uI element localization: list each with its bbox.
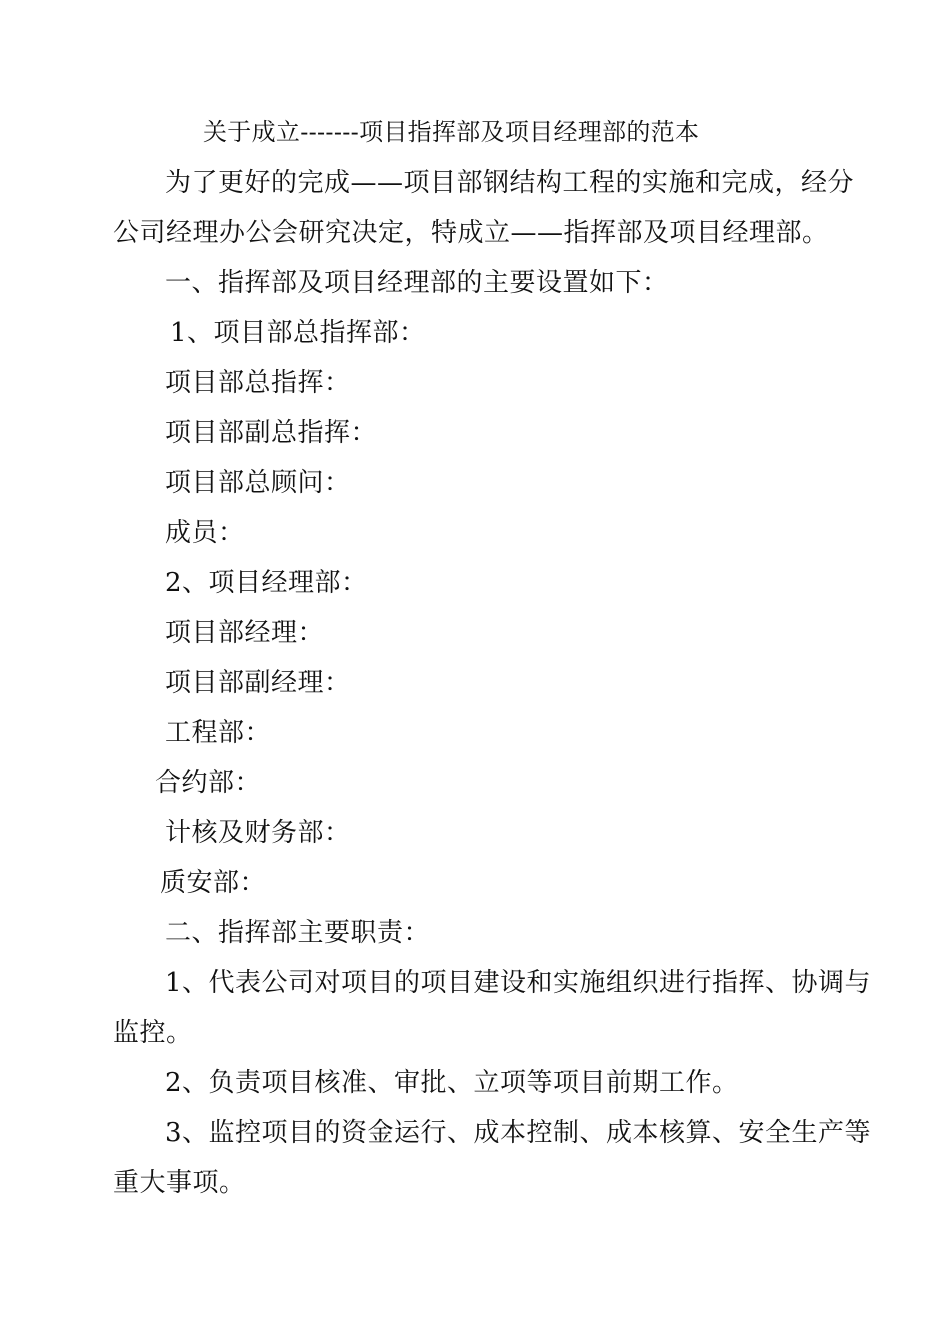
paragraph-line: 公司经理办公会研究决定，特成立——指挥部及项目经理部。 [113,218,829,248]
section-heading: 二、指挥部主要职责： [165,918,431,948]
list-item: 成员： [165,518,245,548]
document-title: 关于成立-------项目指挥部及项目经理部的范本 [203,118,700,146]
paragraph-line: 3、监控项目的资金运行、成本控制、成本核算、安全生产等 [165,1118,872,1148]
list-item: 项目部副经理： [165,668,351,698]
list-item: 项目部总顾问： [165,468,351,498]
subsection-heading: 2、项目经理部： [165,568,368,598]
list-item: 项目部副总指挥： [165,418,378,448]
list-item: 计核及财务部： [165,818,351,848]
list-item: 质安部： [160,868,267,898]
paragraph-line: 2、负责项目核准、审批、立项等项目前期工作。 [165,1068,739,1098]
paragraph-line: 1、代表公司对项目的项目建设和实施组织进行指挥、协调与 [165,968,872,998]
list-item: 项目部总指挥： [165,368,351,398]
list-item: 合约部： [155,768,262,798]
list-item: 项目部经理： [165,618,325,648]
subsection-heading: 1、项目部总指挥部： [170,318,426,348]
list-item: 工程部： [165,718,272,748]
paragraph-line: 监控。 [113,1018,193,1048]
paragraph-line: 重大事项。 [113,1168,246,1198]
paragraph-line: 为了更好的完成——项目部钢结构工程的实施和完成，经分 [165,168,855,198]
section-heading: 一、指挥部及项目经理部的主要设置如下： [165,268,669,298]
